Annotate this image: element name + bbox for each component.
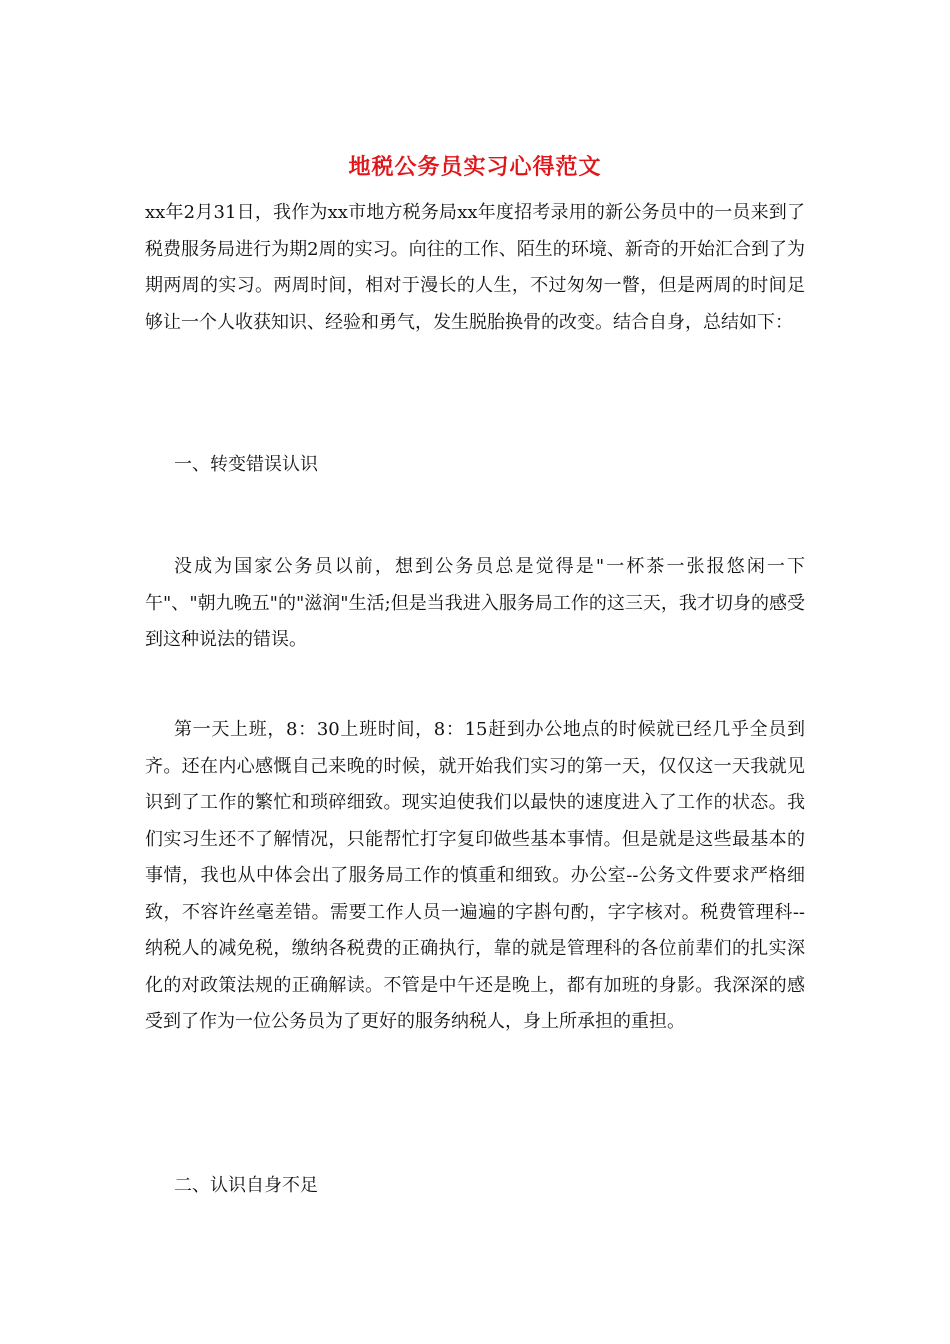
paragraph-2: 第一天上班，8：30上班时间，8：15赶到办公地点的时候就已经几乎全员到齐。还在内心感慨自己来晚的时候，就开始我们实习的第一天，仅仅这一天我就见识到了工作的繁忙和琐碎细致。现实迫使我们以最快的速度进入了工作的状态。我们实习生还不了解情况，只能帮忙打字复印做些基本事情。但是就是这些最基本的事情，我也从中体会出了服务局工作的慎重和细致。办公室--公务文件要求严格细致，不容许丝毫差错。需要工作人员一遍遍的字斟句酌，字字核对。税费管理科--纳税人的减免税，缴纳各税费的正确执行，靠的就是管理科的各位前辈们的扎实深化的对政策法规的正确解读。不管是中午还是晚上，都有加班的身影。我深深的感受到了作为一位公务员为了更好的服务纳税人，身上所承担的重担。	[145, 719, 805, 1032]
paragraph-1: 没成为国家公务员以前，想到公务员总是觉得是"一杯茶一张报悠闲一下午"、"朝九晚五"的"滋润"生活;但是当我进入服务局工作的这三天，我才切身的感受到这种说法的错误。	[145, 556, 805, 650]
section-heading-2: 二、认识自身不足	[174, 1175, 318, 1196]
section-heading-1: 一、转变错误认识	[174, 454, 318, 475]
intro-paragraph: xx年2月31日，我作为xx市地方税务局xx年度招考录用的新公务员中的一员来到了税费服务局进行为期2周的实习。向往的工作、陌生的环境、新奇的开始汇合到了为期两周的实习。两周时间，相对于漫长的人生，不过匆匆一瞥，但是两周的时间足够让一个人收获知识、经验和勇气，发生脱胎换骨的改变。结合自身，总结如下：	[145, 202, 805, 333]
document-title: 地税公务员实习心得范文	[348, 154, 602, 180]
